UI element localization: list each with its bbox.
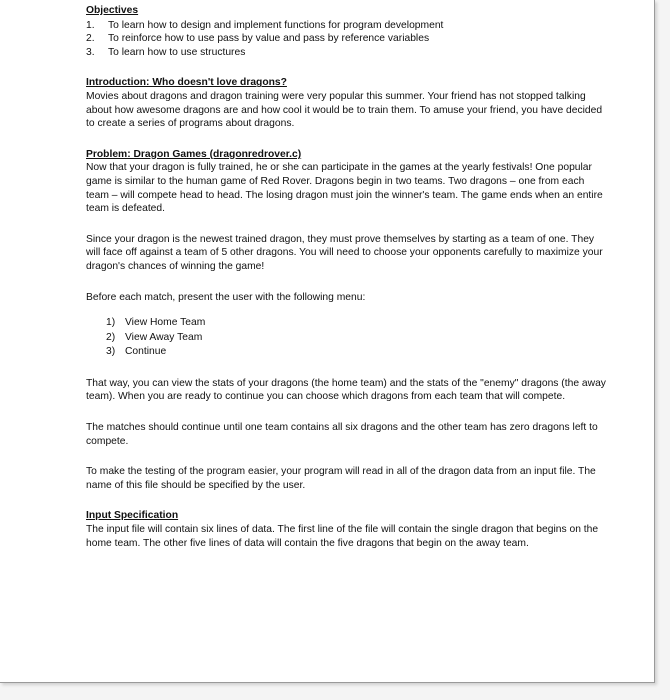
team-paragraph: Since your dragon is the newest trained dragon, they must prove themselves by starting as a team of one. They will face off against a team of 5 other dragons. You will need to choose your opponents carefully to maximize your dragon's chances of winning the game!: [86, 233, 603, 272]
list-item-number: 2): [106, 331, 116, 343]
list-item-number: 3.: [86, 46, 95, 58]
input-file-paragraph: To make the testing of the program easier, your program will read in all of the dragon data from an input file. The name of this file should be specified by the user.: [86, 466, 596, 491]
menu-intro: Before each match, present the user with the following menu:: [86, 291, 366, 303]
list-item-text: View Home Team: [125, 317, 206, 329]
list-item-text: Continue: [125, 346, 167, 358]
list-item-text: To learn how to design and implement functions for program development: [108, 19, 444, 31]
list-item-number: 1): [106, 317, 116, 329]
list-item-number: 1.: [86, 19, 95, 31]
matches-paragraph: The matches should continue until one team contains all six dragons and the other team has zero dragons left to compete.: [86, 422, 598, 447]
menu-list: [86, 316, 606, 360]
list-item-text: View Away Team: [125, 331, 203, 343]
problem-paragraph: Now that your dragon is fully trained, he or she can participate in the games at the yearly festivals! One popular game is similar to the human game of Red Rover. Dragons begin in two teams. Two dragons – one from each team – will compete head to head. The losing dragon must join the winner's team. The game ends when an entire team is defeated.: [86, 162, 603, 215]
list-item-text: To learn how to use structures: [108, 46, 246, 58]
stats-paragraph: That way, you can view the stats of your dragons (the home team) and the stats of the "enemy" dragons (the away team). When you are ready to continue you can choose which dragons from each team that will compete.: [86, 377, 606, 403]
input-spec-paragraph: The input file will contain six lines of data. The first line of the file will contain the single dragon that begins on the home team. The other five lines of data will contain the five dragons that begin on the away team.: [86, 524, 599, 549]
list-item: [86, 46, 606, 60]
objectives-heading: Objectives: [86, 5, 139, 16]
objectives-list: [86, 19, 606, 60]
list-item-number: 2.: [86, 33, 95, 45]
problem-heading: Problem: Dragon Games (dragonredrover.c): [86, 148, 302, 160]
list-item-number: 3): [106, 346, 116, 358]
list-item: [86, 19, 606, 33]
introduction-paragraph: Movies about dragons and dragon training were very popular this summer. Your friend has not stopped talking about how awesome dragons are and how cool it would be to train them. To amuse your friend, you have decided to create a series of programs about dragons.: [86, 90, 603, 130]
introduction-heading: Introduction: Who doesn't love dragons?: [86, 77, 287, 89]
document-content: [86, 4, 606, 550]
list-item-text: To reinforce how to use pass by value and pass by reference variables: [108, 33, 430, 45]
list-item: [86, 345, 606, 360]
list-item: [86, 331, 606, 346]
input-spec-heading: Input Specification: [86, 510, 179, 522]
list-item: [86, 32, 606, 46]
list-item: [86, 316, 606, 331]
